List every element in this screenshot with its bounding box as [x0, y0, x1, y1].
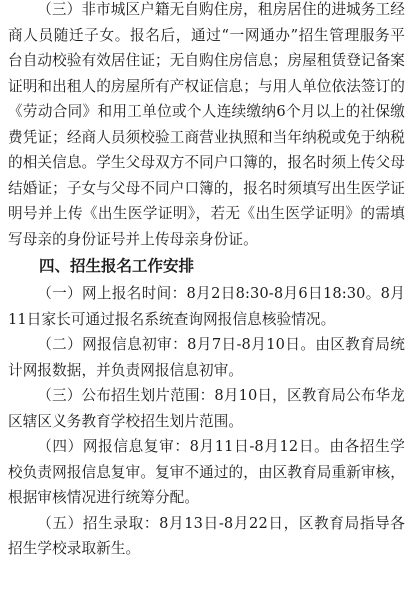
- paragraph-district-zoning: （三）公布招生划片范围：8月10日，区教育局公布华龙区辖区义务教育学校招生划片范围。: [8, 387, 405, 430]
- paragraph-online-registration: （一）网上报名时间：8月2日8:30-8月6日18:30。8月11日家长可通过报名系统查询网报信息核验情况。: [8, 285, 405, 328]
- paragraph-admission: （五）招生录取：8月13日-8月22日，区教育局指导各招生学校录取新生。: [8, 514, 405, 557]
- paragraph-residence-requirements: （三）非市城区户籍无自购住房，租房居住的进城务工经商人员随迁子女。报名后，通过“一网通办”招生管理服务平台自动校验有效居住证；无自购住房信息；房屋租赁登记备案证明和出租人的房屋所有产权证信息；与用人单位依法签订的《劳动合同》和用工单位或个人连续缴纳6个月以上的社保缴费凭证；经商人员须校验工商营业执照和当年纳税或免于纳税的相关信息。学生父母双方不同户口簿的，报名时须上传父母结婚证；子女与父母不同户口簿的，报名时须填写出生医学证明号并上传《出生医学证明》，若无《出生医学证明》的需填写母亲的身份证号并上传母亲身份证。: [8, 1, 405, 248]
- paragraph-second-review: （四）网报信息复审：8月11日-8月12日。由各招生学校负责网报信息复审。复审不通过的，由区教育局重新审核，根据审核情况进行统筹分配。: [8, 438, 405, 506]
- section-heading-enrollment-schedule: 四、招生报名工作安排: [39, 257, 195, 275]
- paragraph-initial-review: （二）网报信息初审：8月7日-8月10日。由区教育局统计网报数据，并负责网报信息初审。: [8, 336, 405, 379]
- document-page: [8, 0, 405, 562]
